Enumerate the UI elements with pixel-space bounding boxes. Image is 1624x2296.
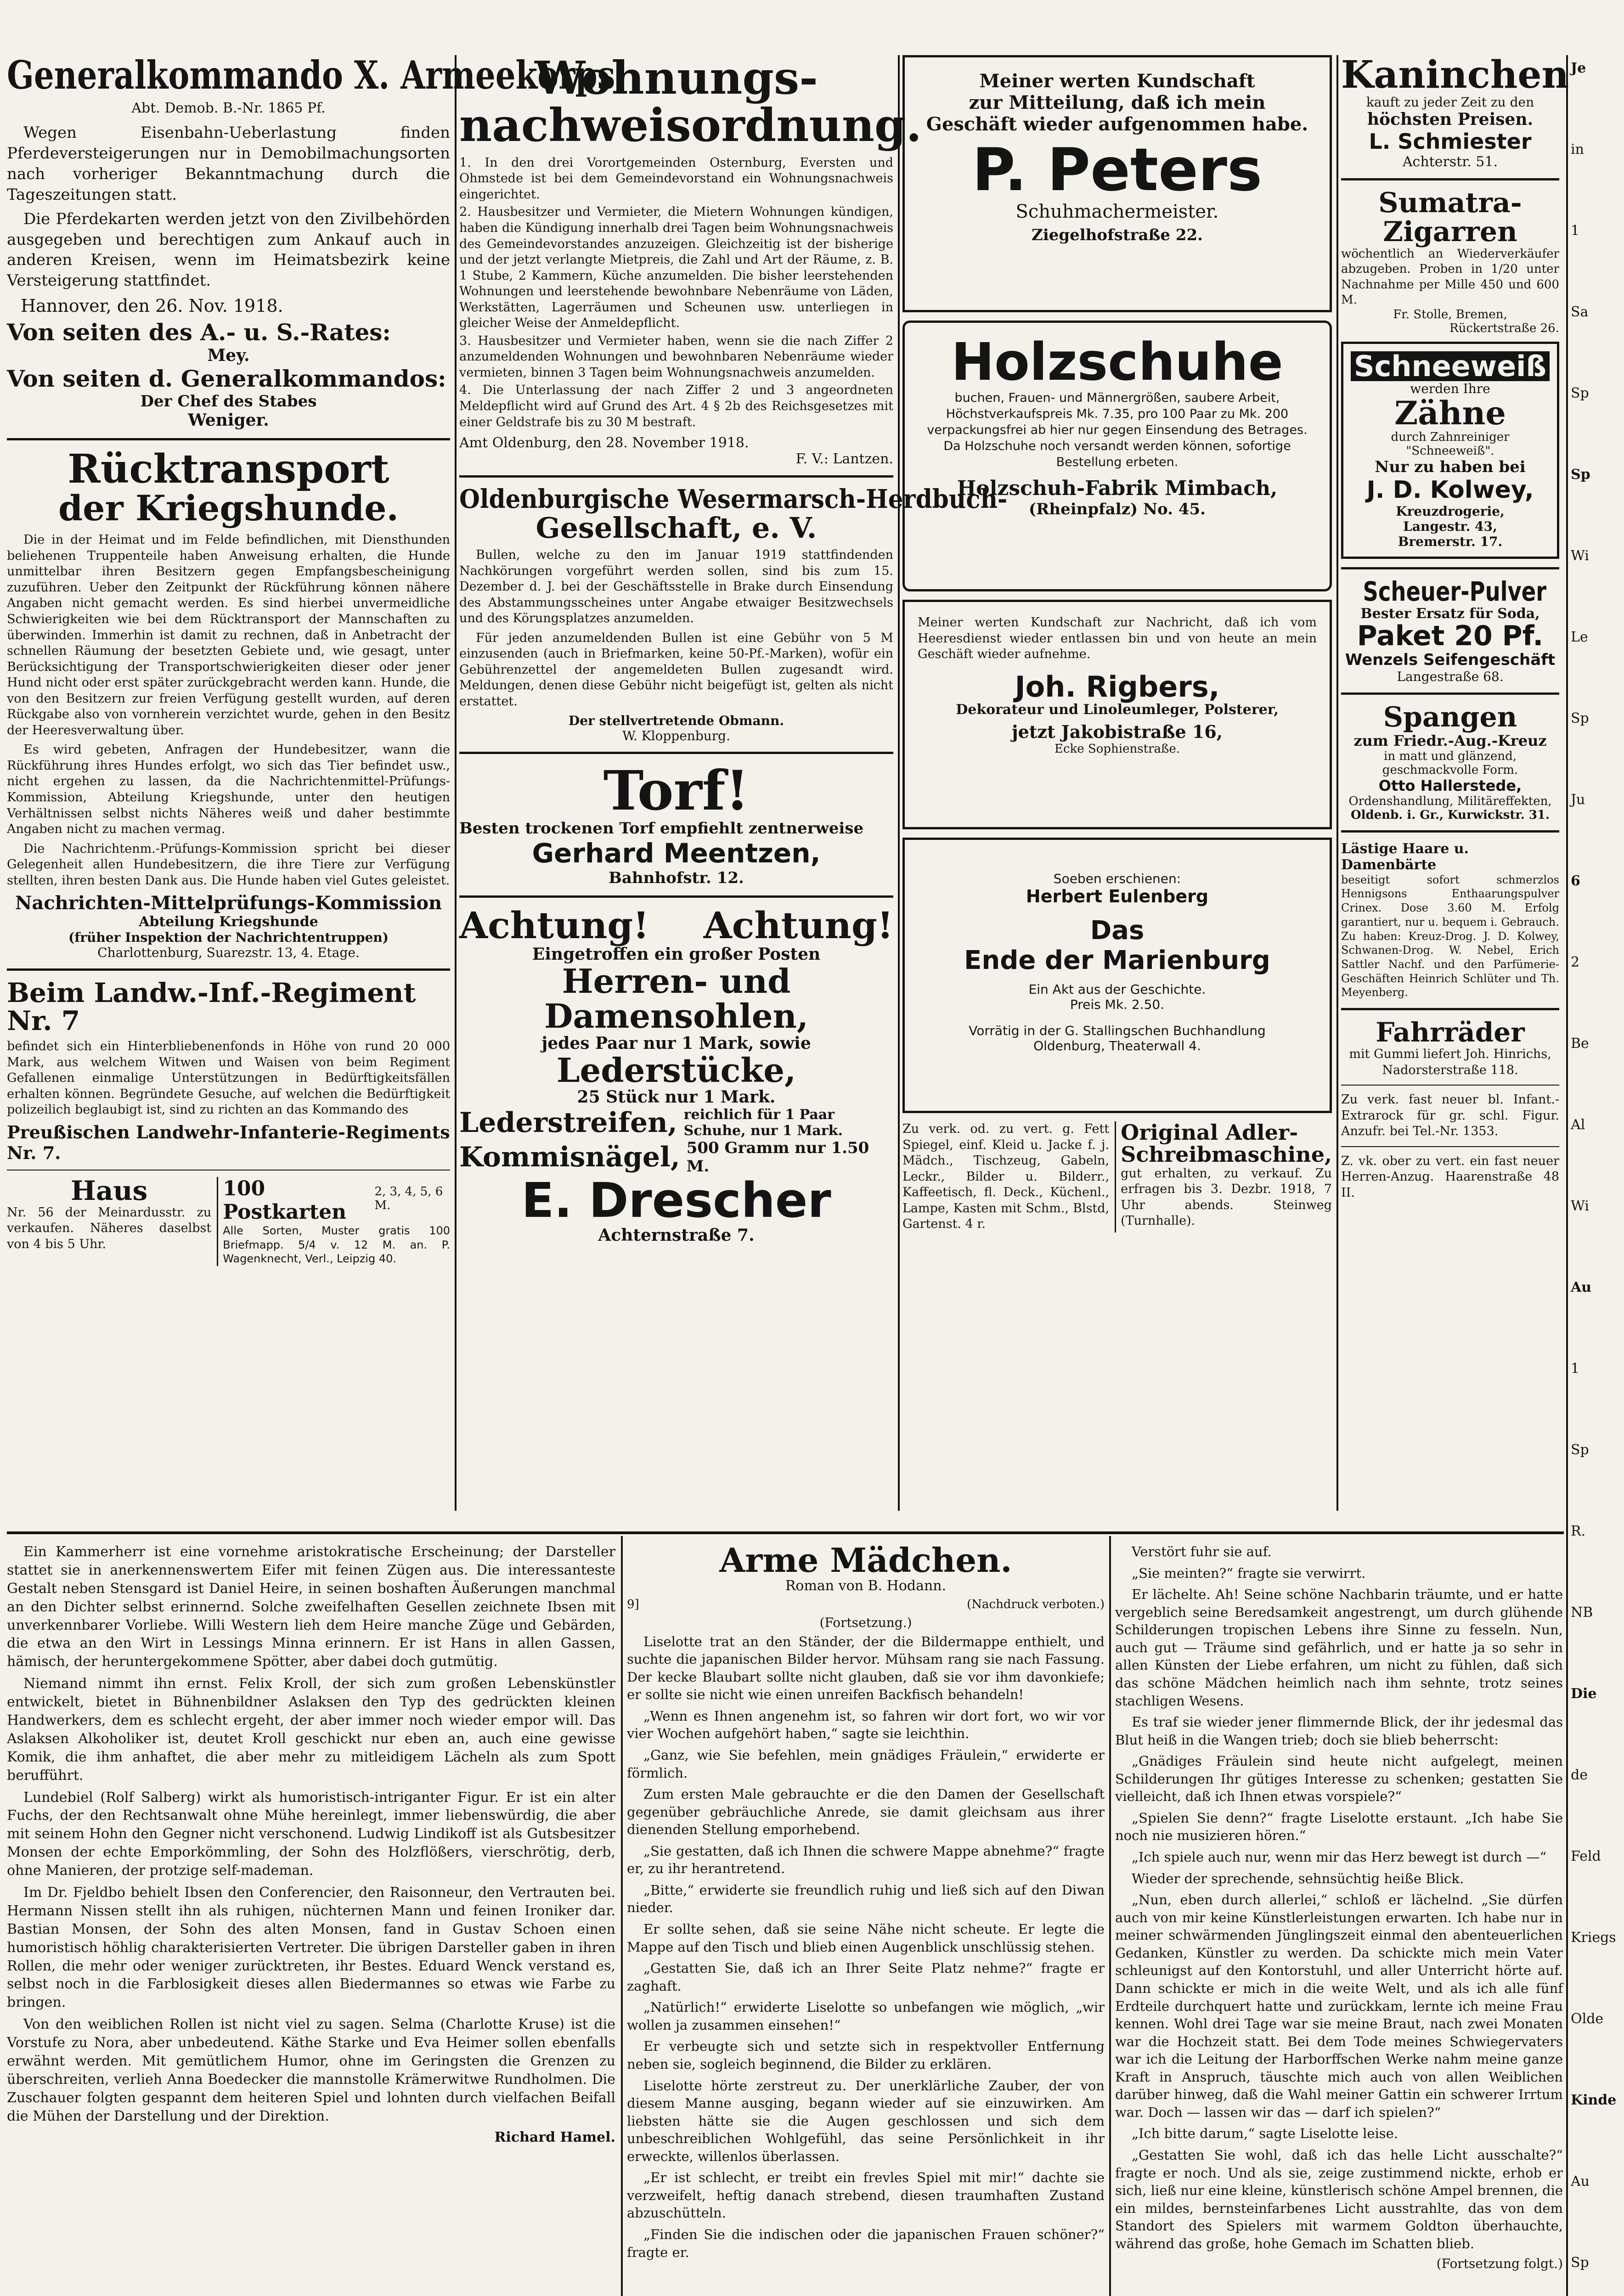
roman-paragraph: „Ich spiele auch nur, wenn mir das Herz bewegt ist durch —“ — [1132, 1849, 1547, 1865]
strip-fragment: Ju — [1571, 792, 1585, 808]
scheuer-l4: Langestraße 68. — [1397, 669, 1504, 684]
scheuer-l2: Paket 20 Pf. — [1357, 619, 1544, 652]
rigbers-intro: Meiner werten Kundschaft zur Nachricht, daß ich vom Heeresdienst wieder entlassen bin und von heute an mein Geschäft wieder aufnehme. — [918, 615, 1317, 662]
roman-paragraph: Zum ersten Male gebrauchte er die den Damen der Gesellschaft gegenüber gebräuchliche Anrede, sie damit gleichsam aus ihrer dienenden Stellung emporhebend. — [627, 1786, 1105, 1838]
spangen-name: Otto Hallerstede, — [1378, 777, 1522, 794]
holzschuhe-title: Holzschuhe — [951, 332, 1283, 392]
strip-fragments — [1571, 55, 1617, 2276]
strip-fragment: Sp — [1571, 467, 1590, 483]
kaninchen-title: Kaninchen — [1341, 53, 1569, 97]
divider — [459, 475, 893, 478]
roman-paragraph: „Wenn es Ihnen angenehm ist, so fahren wir dort fort, wo wir vor vier Wochen aufgehört haben,“ sagte sie leichthin. — [627, 1708, 1105, 1742]
generalkommando-sig1-name: Mey. — [207, 346, 250, 366]
strip-fragment: 2 — [1571, 954, 1580, 970]
peters-role: Schuhmachermeister. — [1015, 201, 1219, 223]
achtung-l7b: 500 Gramm nur 1.50 M. — [686, 1139, 869, 1176]
wohnungs-title2: nachweisordnung. — [459, 99, 922, 152]
roman-paragraph: „Gestatten Sie, daß ich an Ihrer Seite Platz nehme?“ fragte er zaghaft. — [627, 1960, 1105, 1994]
roman-paragraph: Liselotte trat an den Ständer, der die Bildermappe enthielt, und suchte die japanischen Bilder hervor. Mühsam rang sie nach Fassung. Der kecke Blaubart sollte nicht glauben, daß sie vor ihm davonkiefe; er sollte sie nicht wie einen unreifen Backfisch behandeln! — [627, 1633, 1105, 1703]
achtung-l4: Lederstücke, — [556, 1050, 796, 1090]
strip-fragment: Au — [1571, 2173, 1590, 2189]
schneeweiss-title: Schneeweiß — [1351, 351, 1550, 381]
roman-text-b — [1115, 1543, 1563, 2252]
eulenberg-t1: Das — [1090, 916, 1145, 945]
strip-fragment: Be — [1571, 1035, 1589, 1052]
review-paragraph: Von den weiblichen Rollen ist nicht viel zu sagen. Selma (Charlotte Kruse) ist die Vorstufe zu Nora, aber unbedeutend. Käthe Starke und Eva Heimer sollen ebenfalls erwähnt werden. Mit gemütlichem Humor, ohne im Geringsten die Grenzen zu überschreiten, verlieh Anna Boedecker die mannstolle Krämerwitwe Rundholmen. Die Zuschauer folgten gespannt dem heiteren Spiel und lohnten durch vielfachen Beifall die Mühen der Darstellung und der Direktion. — [7, 2016, 615, 2124]
kaninchen-l1: kauft zu jeder Zeit zu den — [1366, 95, 1534, 110]
peters-addr: Ziegelhofstraße 22. — [1032, 226, 1203, 245]
roman-paragraph: Liselotte hörte zerstreut zu. Der unerklärliche Zauber, der von diesem Manne ausging, begann wieder auf sie einzuwirken. Am liebsten hätte sie die Augen geschlossen und sich dem unbeschreiblichen Wohlgefühl, das seine Persönlichkeit in ihr erweckte, willenlos überlassen. — [627, 2077, 1105, 2164]
generalkommando-date: Hannover, den 26. Nov. 1918. — [21, 296, 283, 316]
torf-ad — [459, 759, 893, 888]
wohnungs-item-3: 3. Hausbesitzer und Vermieter haben, wenn sie die nach Ziffer 2 anzumeldenden Wohnungen und bewohnbaren Nebenräume wieder vermieten, binnen 3 Tagen beim Wohnungsnachweis anzumelden. — [459, 333, 893, 380]
divider — [1341, 830, 1559, 833]
roman-paragraph: „Sie meinten?“ fragte sie verwirrt. — [1132, 1565, 1366, 1581]
zigarren-sig: Fr. Stolle, Bremen, — [1393, 308, 1507, 322]
landw-foot: Preußischen Landwehr-Infanterie-Regiments Nr. 7. — [7, 1121, 450, 1163]
strip-fragment: in — [1571, 141, 1584, 158]
spangen-l4: Oldenb. i. Gr., Kurwickstr. 31. — [1350, 808, 1550, 822]
schneeweiss-l5: Kreuzdrogerie, — [1396, 503, 1505, 519]
roman-paragraph: „Sie gestatten, daß ich Ihnen die schwere Mappe abnehme?“ fragte er, zu ihr herantretend. — [627, 1843, 1105, 1877]
column-3 — [902, 55, 1332, 1515]
peters-l1: Meiner werten Kundschaft — [979, 70, 1255, 92]
divider — [1341, 692, 1559, 695]
extrarock-ad: Zu verk. fast neuer bl. Infant.-Extrarock für gr. schl. Figur. Anzufr. bei Tel.-Nr. 1353. — [1341, 1092, 1559, 1139]
roman-paragraph: „Ganz, wie Sie befehlen, mein gnädiges Fräulein,“ erwiderte er förmlich. — [627, 1747, 1105, 1781]
strip-fragment: Wi — [1571, 1198, 1589, 1214]
bottom-ads-row — [902, 1121, 1332, 1232]
divider — [459, 752, 893, 754]
zigarren-ad — [1341, 189, 1559, 335]
fahrraeder-ad — [1341, 1019, 1559, 1078]
roman-num: 9] — [627, 1597, 639, 1611]
generalkommando-sig2-role: Der Chef des Stabes — [140, 392, 317, 411]
schneeweiss-name: J. D. Kolwey, — [1366, 476, 1534, 504]
eulenberg-pre: Soeben erschienen: — [1053, 871, 1181, 886]
ruecktransport-title2: der Kriegshunde. — [58, 488, 399, 529]
generalkommando-body: Wegen Eisenbahn-Ueberlastung finden Pferdeversteigerungen nur in Demobilmachungsorten nach vorheriger Bekanntmachung durch die Tageszeitungen statt. — [7, 124, 450, 204]
eulenberg-sub: Ein Akt aus der Geschichte. — [1028, 982, 1206, 997]
holzschuhe-addr: (Rheinpfalz) No. 45. — [1029, 500, 1206, 519]
eulenberg-price: Preis Mk. 2.50. — [1070, 997, 1165, 1012]
roman-paragraph: Verstört fuhr sie auf. — [1132, 1544, 1272, 1559]
herdbuch-sig: Der stellvertretende Obmann. — [568, 713, 784, 729]
torf-addr: Bahnhofstr. 12. — [609, 869, 744, 888]
review-column — [7, 1543, 615, 2296]
wohnungs-notice — [459, 52, 922, 467]
schneeweiss-l3: durch Zahnreiniger "Schneeweiß". — [1391, 430, 1510, 458]
eulenberg-shop: Vorrätig in der G. Stallingschen Buchhandlung Oldenburg, Theaterwall 4. — [969, 1023, 1266, 1053]
achtung-l6b: reichlich für 1 Paar Schuhe, nur 1 Mark. — [683, 1107, 843, 1139]
achtung-l7: Kommisnägel, — [459, 1141, 680, 1173]
strip-fragment: 1 — [1571, 223, 1580, 239]
roman-text-a — [627, 1633, 1105, 2262]
peters-l3: Geschäft wieder aufgenommen habe. — [926, 113, 1308, 135]
achtung-l5: 25 Stück nur 1 Mark. — [577, 1087, 776, 1107]
scheuer-l1: Bester Ersatz für Soda, — [1360, 605, 1540, 622]
ruecktransport-notice — [7, 446, 450, 961]
roman-column-a — [627, 1543, 1105, 2296]
generalkommando-body2: Die Pferdekarten werden jetzt von den Zivilbehörden ausgegeben und berechtigen zum Ankauf auch in anderen Kreisen, wenn im Heimatsbezirk keine Versteigerung stattfindet. — [7, 209, 450, 290]
generalkommando-title: Generalkommando X. Armeekorps. — [7, 52, 626, 98]
landw-title: Beim Landw.-Inf.-Regiment Nr. 7 — [7, 977, 416, 1037]
scheuer-ad — [1341, 575, 1559, 684]
achtung-addr: Achternstraße 7. — [598, 1226, 755, 1245]
wohnungs-item-1: 1. In den drei Vorortgemeinden Osternburg, Eversten und Ohmstede ist bei dem Gemeindevorstand ein Wohnungsnachweis eingerichtet. — [459, 155, 893, 202]
roman-paragraph: Er verbeugte sich und setzte sich in respektvoller Entfernung neben sie, sogleich beginnend, die Bilder zu erklären. — [627, 2038, 1105, 2072]
roman-paragraph: „Er ist schlecht, er treibt ein frevles Spiel mit mir!“ dachte sie verzweifelt, heftig danach strebend, diesen traumhaften Zustand abzuschütteln. — [627, 2170, 1105, 2221]
strip-fragment: Au — [1571, 1279, 1592, 1295]
generalkommando-notice — [7, 52, 626, 430]
zigarren-title2: Zigarren — [1383, 216, 1517, 248]
strip-fragment: 1 — [1571, 1361, 1580, 1377]
divider — [7, 438, 450, 440]
haare-body: beseitigt sofort schmerzlos Hennigsons Enthaarungspulver Crinex. Dose 3.60 M. Erfolg garantiert, nur u. bequem i. Gebrauch. Zu haben: Kreuz-Drog. J. D. Kolwey, Schwanen-Drog. W. Nebel, Erich Sattler Nachf. und den Parfümerie-Geschäften Heinrich Schlüter und Th. Meyenberg. — [1341, 873, 1559, 999]
strip-fragment: Sp — [1571, 710, 1589, 726]
herdbuch-body2: Für jeden anzumeldenden Bullen ist eine Gebühr von 5 M einzusenden (auch in Briefmarken, keine 50-Pf.-Marken), wofür ein Gebührenzettel der angemeldeten Bullen zugesandt wird. Meldungen, denen diese Gebühr nicht beigefügt ist, gelten als nicht erstattet. — [459, 630, 893, 709]
rigbers-ad — [902, 600, 1332, 829]
strip-fragment: Sp — [1571, 385, 1589, 401]
divider — [1341, 1085, 1559, 1086]
review-paragraph: Niemand nimmt ihn ernst. Felix Kroll, der sich zum großen Lebenskünstler entwickelt, bietet in Bühnenbildner Aslaksen den Typ des gedrückten kleinen Handwerkers, dem es schlecht ergeht, der aber immer noch wieder empor will. Das Aslaksen Alkoholiker ist, deutet Kroll geschickt nur eben an, auch eine gewisse Komik, die ihm anhaftet, die aber mehr zu mitleidigem Lächeln als zum Spott berufführt. — [7, 1676, 615, 1784]
column-rule — [1566, 55, 1568, 2296]
postkarten-title: 100 Postkarten — [223, 1176, 347, 1224]
haare-ad — [1341, 841, 1559, 1000]
wohnungs-item-4: 4. Die Unterlassung der nach Ziffer 2 und 3 angeordneten Meldepflicht wird auf Grund des Art. 4 § 2b des Reichsgesetzes mit einer Geldstrafe bis zu 30 M bestraft. — [459, 383, 893, 429]
herdbuch-title2: Gesellschaft, e. V. — [536, 511, 817, 545]
schneeweiss-l2: Zähne — [1394, 394, 1506, 433]
column-rule — [898, 55, 900, 1511]
achtung-l6: Lederstreifen, — [459, 1106, 677, 1139]
peters-ad — [902, 55, 1332, 312]
roman-author: Roman von B. Hodann. — [785, 1577, 947, 1594]
roman-paragraph: Wieder der sprechende, sehnsüchtig heiße Blick. — [1132, 1870, 1464, 1886]
roman-paragraph: Es traf sie wieder jener flimmernde Blick, der ihr jedesmal das Blut heiß in die Wangen trieb; doch sie blieb beherrscht: — [1115, 1714, 1563, 1748]
strip-fragment: Kriegs — [1571, 1930, 1616, 1946]
roman-paragraph: „Gnädiges Fräulein sind heute nicht aufgelegt, meinen Schilderungen Ihr gütiges Interesse zu schenken; gestatten Sie vielleicht, daß ich Ihnen etwas vorspiele?“ — [1115, 1753, 1563, 1805]
review-paragraph: Im Dr. Fjeldbo behielt Ibsen den Conferencier, den Raisonneur, den Vertrauten bei. Hermann Nissen stellt ihn als ruhigen, nüchternen Mann und feinen Ironiker dar. Bastian Monsen, der Sohn des alten Monsen, fand in Gustav Schoen einen humoristisch höhlig charakterisierten Vertreter. Die übrigen Darsteller gaben in ihren Rollen, die mehr oder weniger zurücktreten, ihr Bestes. Eduard Wenck verstand es, selbst noch in die Farblosigkeit dieses allen Biedermannes so etwas wie Farbe zu bringen. — [7, 1885, 615, 2011]
eulenberg-author: Herbert Eulenberg — [1026, 886, 1209, 906]
scheuer-l3: Wenzels Seifengeschäft — [1345, 650, 1556, 669]
spangen-l3: Ordenshandlung, Militäreffekten, — [1348, 794, 1552, 808]
small-ads-row — [7, 1177, 450, 1266]
holzschuhe-body: buchen, Frauen- und Männergrößen, saubere Arbeit, Höchstverkaufspreis Mk. 7.35, pro 100 Paar zu Mk. 200 verpackungsfrei ab hier nur gegen Einsendung des Betrages. Da Holzschuhe noch versandt werden können, sofortige Bestellung erbeten. — [927, 390, 1308, 469]
torf-title: Torf! — [603, 759, 750, 823]
ruecktransport-sig4: Charlottenburg, Suarezstr. 13, 4. Etage. — [97, 945, 360, 961]
strip-fragment: Sp — [1571, 2255, 1589, 2271]
rigbers-name: Joh. Rigbers, — [1015, 670, 1220, 703]
postkarten-body: Alle Sorten, Muster gratis 100 Briefmapp. 5/4 v. 12 M. an. P. Wagenknecht, Verl., Leipzig 40. — [223, 1224, 450, 1266]
herrenanzug-ad: Z. vk. ober zu vert. ein fast neuer Herren-Anzug. Haarenstraße 48 II. — [1341, 1154, 1559, 1200]
strip-fragment: NB — [1571, 1604, 1593, 1621]
column-rule — [455, 55, 457, 1511]
herdbuch-title1: Oldenburgische Wesermarsch-Herdbuch- — [459, 484, 1008, 515]
adler-body: gut erhalten, zu verkauf. Zu erfragen bis 3. Dezbr. 1918, 7 Uhr abends. Steinweg (Turnhalle). — [1121, 1166, 1332, 1228]
herdbuch-sig2: W. Kloppenburg. — [622, 728, 731, 744]
ruecktransport-body: Die in der Heimat und im Felde befindlichen, mit Diensthunden beliehenen Truppenteile haben Anweisung erhalten, die Hunde unmittelbar ihren Besitzern gegen Empfangsbescheinigung zuzuführen. Ueber den Zeitpunkt der Rückführung können nähere Angaben nicht gemacht werden. Es sind hierbei unvermeidliche Schwierigkeiten wie bei dem Rücktransport der Mannschaften zu überwinden. Immerhin ist damit zu rechnen, daß in Anbetracht der schnellen Räumung der besetzten Gebiete und, wie gesagt, unter Berücksichtigung der Transportschwierigkeiten dieser oder jener Hund nicht oder erst später zurückgebracht werden kann. Hunde, die von den Besitzern zur freien Verfügung gestellt wurden, auf deren Rückgabe also von vornherein verzichtet wurde, gehen in den Besitz der Heeresverwaltung über. — [7, 533, 450, 737]
strip-fragment: R. — [1571, 1523, 1586, 1539]
roman-paragraph: „Spielen Sie denn?“ fragte Liselotte erstaunt. „Ich habe Sie noch nie musizieren hören.“ — [1115, 1810, 1563, 1844]
scheuer-title: Scheuer-Pulver — [1363, 575, 1547, 607]
kaninchen-l2: höchsten Preisen. — [1367, 110, 1534, 129]
wohnungs-item-2: 2. Hausbesitzer und Vermieter, die Mietern Wohnungen kündigen, haben die Kündigung innerhalb drei Tagen beim Wohnungsnachweis des Gemeindevorstandes anzuzeigen. Gleichzeitig ist der bisherige und der jetzt verlangte Mietpreis, die Zahl und Art der Räume, z. B. 1 Stube, 2 Kammern, Küche anzumelden. Die bisher leerstehenden Wohnungen und leerstehende bewohnbare Nebenräume von Läden, Werkstätten, Lagerräumen und Scheunen usw. unterliegen in gleicher Weise der Anmeldepflicht. — [459, 205, 893, 331]
roman-paragraph: „Gestatten Sie wohl, daß ich das helle Licht ausschalte?“ fragte er noch. Und als sie, zeige zustimmend nickte, erhob er sich, ließ nur eine kleine, künstlerisch schöne Ampel brennen, die ein mildes, bernsteinfarbenes Licht ausstrahlte, das von dem Standort des Spielers mit warmem Goldton überhauchte, während das große, hohe Gemach im Schatten blieb. — [1115, 2147, 1563, 2251]
eulenberg-t2: Ende der Marienburg — [964, 945, 1270, 975]
wohnungs-date: Amt Oldenburg, den 28. November 1918. — [459, 435, 749, 451]
ruecktransport-title1: Rücktransport — [68, 446, 389, 493]
divider — [1341, 1008, 1559, 1010]
peters-name: P. Peters — [972, 136, 1263, 204]
achtung-l3: jedes Paar nur 1 Mark, sowie — [541, 1033, 811, 1053]
haus-title: Haus — [71, 1175, 148, 1206]
roman-paragraph: „Finden Sie die indischen oder die japanischen Frauen schöner?“ fragte er. — [627, 2227, 1105, 2260]
kaninchen-ad — [1341, 53, 1569, 170]
schneeweiss-ad — [1341, 342, 1559, 559]
generalkommando-sig1-head: Von seiten des A.- u. S.-Rates: — [7, 319, 391, 346]
peters-l2: zur Mitteilung, daß ich mein — [969, 92, 1266, 113]
review-paragraph: Lundebiel (Rolf Salberg) wirkt als humoristisch-intriganter Figur. Er ist ein alter Fuchs, der den Rechtsanwalt ohne Mühe hereinlegt, immer liebenswürdig, die aber mit seinem Hohn den Gegner nicht verschonend. Ludwig Lindikoff ist als Gutsbesitzer Monsen der echte Emporkömmling, der Sohn des Holzflößers, vierschrötig, derb, ohne Manieren, der protzige self-mademan. — [7, 1789, 615, 1879]
herdbuch-notice — [459, 484, 1008, 744]
ruecktransport-body2: Es wird gebeten, Anfragen der Hundebesitzer, wann die Rückführung ihres Hundes erfolgt, wo sich das Tier befindet usw., nicht ergehen zu lassen, da die Nachrichtenmittel-Prüfungs-Kommission, Abteilung Kriegshunde, unter den heutigen Verhältnissen selbst nichts Näheres weiß und daher bestimmte Angaben nicht zu machen vermag. — [7, 743, 450, 837]
divider — [1341, 1146, 1559, 1147]
divider — [459, 895, 893, 898]
achtung-b: Achtung! — [703, 904, 893, 947]
column-rule — [621, 1536, 623, 2296]
ruecktransport-sig: Nachrichten-Mittelprüfungs-Kommission — [15, 892, 442, 914]
achtung-name: E. Drescher — [521, 1172, 831, 1229]
divider — [1341, 178, 1559, 180]
holzschuhe-firm: Holzschuh-Fabrik Mimbach, — [957, 477, 1278, 501]
review-text — [7, 1543, 615, 2126]
achtung-ad — [459, 906, 893, 1245]
roman-column-b — [1115, 1543, 1563, 2296]
schneeweiss-l7: Bremerstr. 17. — [1398, 534, 1503, 549]
achtung-l1: Eingetroffen ein großer Posten — [532, 945, 821, 964]
fahrraeder-body: mit Gummi liefert Joh. Hinrichs, Nadorsterstraße 118. — [1349, 1047, 1551, 1077]
haus-ad — [7, 1177, 211, 1266]
landw-body: befindet sich ein Hinterbliebenenfonds in Höhe von rund 20 000 Mark, aus welchem Witwen und Waisen von beim Regiment Gefallenen einmalige Unterstützungen in Bedürftigkeitsfällen erhalten können. Begründete Gesuche, auf welchen die Bedürftigkeit polizeilich beglaubigt ist, sind zu richten an das Kommando des — [7, 1039, 450, 1117]
rigbers-addr: jetzt Jakobistraße 16, — [1011, 721, 1223, 742]
roman-cont: (Fortsetzung.) — [819, 1615, 912, 1630]
generalkommando-sig2-head: Von seiten d. Generalkommandos: — [7, 365, 446, 393]
zigarren-title1: Sumatra- — [1378, 187, 1522, 219]
spangen-ad — [1341, 703, 1559, 822]
rigbers-role: Dekorateur und Linoleumleger, Polsterer, — [956, 701, 1279, 718]
wohnungs-title1: Wohnungs- — [535, 52, 818, 105]
postkarten-prices: 2, 3, 4, 5, 6 M. — [374, 1184, 443, 1212]
ruecktransport-sig2: Abteilung Kriegshunde — [139, 914, 318, 930]
kaninchen-name: L. Schmiester — [1369, 129, 1532, 154]
strip-fragment: de — [1571, 1767, 1588, 1783]
landw-notice — [7, 979, 450, 1163]
strip-fragment: Olde — [1571, 2011, 1604, 2027]
ruecktransport-body3: Die Nachrichtenm.-Prüfungs-Kommission spricht bei dieser Gelegenheit allen Hundebesitzern, die ihre Tiere zur Verfügung stellten, ihren besten Dank aus. Die Hunde haben viel Gutes geleistet. — [7, 841, 450, 888]
haare-title: Lästige Haare u. Damenbärte — [1341, 840, 1469, 873]
spangen-title: Spangen — [1383, 701, 1517, 733]
roman-paragraph: „Ich bitte darum,“ sagte Liselotte leise. — [1132, 2126, 1398, 2142]
strip-fragment: Wi — [1571, 548, 1589, 564]
review-paragraph: Ein Kammerherr ist eine vornehme aristokratische Erscheinung; der Darsteller stattet sie in anerkennenswertem Eifer mit feinen Zügen aus. Die interessanteste Gestalt neben Stensgard ist Daniel Heire, in seinen boshaften Äußerungen manchmal an den Dichter selbst erinnernd. Solche zweifelhaften Gesellen zeichnete Ibsen mit unverkennbarer Vorliebe. Willi Western lieh dem Heire manche Züge und Gebärden, die etwa an den Wirt in Lessings Minna erinnern. Er ist Hans in allen Gassen, hämisch, der heruntergekommene Spötter, aber dabei doch gutmütig. — [7, 1544, 615, 1670]
strip-fragment: Je — [1571, 60, 1586, 76]
rigbers-addr2: Ecke Sophienstraße. — [1054, 742, 1180, 756]
roman-paragraph: Er sollte sehen, daß sie seine Nähe nicht scheute. Er legte die Mappe auf den Tisch und blieb einen Augenblick unschlüssig stehen. — [627, 1921, 1105, 1955]
roman-paragraph: „Natürlich!“ erwiderte Liselotte so unbefangen wie möglich, „wir wollen ja zusammen einsehen!“ — [627, 1999, 1105, 2033]
ruecktransport-sig3: (früher Inspektion der Nachrichtentruppen) — [68, 930, 389, 945]
eulenberg-ad — [902, 838, 1332, 1113]
roman-paragraph: „Nun, eben durch allerlei,“ schloß er lächelnd. „Sie dürfen auch von mir keine Künstlerleistungen erwarten. Ich habe nur in meiner schwärmenden Jünglingszeit einmal den abenteuerlichen Gedanken, Künstler zu werden. Da schickte mich mein Vater schleunigst auf den Kontorstuhl, und aller Unterricht hörte auf. Dann schickte er mich in die weite Welt, und als ich alle fünf Erdteile durchquert hatte und zurückkam, lernte ich meine Frau kennen. Wohl drei Tage war sie meine Braut, nach zwei Monaten war die Hochzeit statt. Bei dem Tode meines Schwiegervaters war ich die Leitung der Harborffschen Werke nahm meine ganze Kraft in Anspruch, täuschte mich auch von allen Weiblichen darüber hinweg, daß die Wahl meiner Gattin ein schwerer Irrtum war. Doch — lassen wir das — darf ich spielen?“ — [1115, 1892, 1563, 2120]
achtung-l2: Herren- und Damensohlen, — [544, 962, 808, 1035]
roman-title: Arme Mädchen. — [719, 1541, 1012, 1580]
strip-fragment: 6 — [1571, 873, 1580, 889]
schneeweiss-l6: Langestr. 43, — [1403, 518, 1497, 534]
strip-fragment: Al — [1571, 1117, 1585, 1133]
wohnungs-sig: F. V.: Lantzen. — [795, 451, 893, 467]
strip-fragment: Kinde — [1571, 2092, 1617, 2108]
roman-paragraph: „Bitte,“ erwiderte sie freundlich ruhig und ließ sich auf den Diwan nieder. — [627, 1882, 1105, 1916]
divider — [7, 1170, 450, 1171]
strip-fragment: Feld — [1571, 1848, 1601, 1864]
column-rule — [1109, 1536, 1111, 2296]
herdbuch-body: Bullen, welche zu den im Januar 1919 stattfindenden Nachkörungen vorgeführt werden sollen, sind bis zum 15. Dezember d. J. bei der Geschäftsstelle in Brake durch Einsendung des Abstammungsscheines unter Angabe etwaiger Besitzwechsels und des Körungsplatzes anzumelden. — [459, 547, 893, 626]
divider — [7, 968, 450, 971]
right-edge-strip — [1571, 55, 1617, 2296]
feuilleton-rule — [7, 1531, 1564, 1534]
torf-name: Gerhard Meentzen, — [532, 838, 821, 869]
column-4 — [1341, 53, 1569, 1515]
roman-rights: (Nachdruck verboten.) — [967, 1597, 1105, 1611]
adler-ad — [1115, 1121, 1332, 1232]
roman-paragraph: Er lächelte. Ah! Seine schöne Nachbarin träumte, und er hatte vergeblich seine Beredsamkeit angestrengt, um durch glühende Schilderungen tropischen Lebens ihre Sinne zu fesseln. Nun, auch gut — Träume sind gefährlich, und er hatte ja so sehr in allen Künsten der Liebe erfahren, um nicht zu fühlen, daß sich das schöne Mädchen heimlich nach ihm sehnte, trotz seines stachligen Wesens. — [1115, 1587, 1563, 1709]
strip-fragment: Le — [1571, 629, 1588, 645]
schneeweiss-l4: Nur zu haben bei — [1375, 457, 1526, 476]
spiegel-ad: Zu verk. od. zu vert. g. Fett Spiegel, einf. Kleid u. Jacke f. j. Mädch., Tischzeug, Gabeln, Leckr., Bilder u. Bilderr., Kaffeetisch, fl. Deck., Küchenl., Lampe, Kasten mit Schm., Blstd, Gartenst. 4 r. — [902, 1122, 1110, 1232]
holzschuhe-ad — [902, 321, 1332, 591]
fahrraeder-title: Fahrräder — [1376, 1017, 1525, 1048]
adler-title: Original Adler-Schreibmaschine, — [1121, 1120, 1332, 1167]
torf-sub: Besten trockenen Torf empfiehlt zentnerweise — [459, 819, 864, 838]
generalkommando-sig2-name: Weniger. — [188, 411, 269, 430]
zigarren-addr: Rückertstraße 26. — [1449, 321, 1559, 336]
strip-fragment: Sa — [1571, 304, 1589, 320]
achtung-a: Achtung! — [459, 904, 649, 947]
kaninchen-addr: Achterstr. 51. — [1402, 154, 1498, 170]
postkarten-ad — [217, 1177, 450, 1266]
strip-fragment: Sp — [1571, 1442, 1589, 1458]
zigarren-body: wöchentlich an Wiederverkäufer abzugeben. Proben in 1/20 unter Nachnahme per Mille 450 und 600 M. — [1341, 247, 1559, 307]
divider — [1341, 567, 1559, 569]
column-rule — [1336, 55, 1338, 1511]
spangen-l1: zum Friedr.-Aug.-Kreuz — [1353, 732, 1547, 749]
schneeweiss-l1: werden Ihre — [1410, 381, 1490, 397]
review-sig: Richard Hamel. — [494, 2129, 615, 2145]
spangen-l2: in matt und glänzend, geschmackvolle Form. — [1382, 749, 1518, 777]
generalkommando-ref: Abt. Demob. B.-Nr. 1865 Pf. — [131, 100, 326, 117]
haus-body: Nr. 56 der Meinardusstr. zu verkaufen. Näheres daselbst von 4 bis 5 Uhr. — [7, 1205, 212, 1251]
roman-footnote: (Fortsetzung folgt.) — [1436, 2256, 1563, 2272]
strip-fragment: Die — [1571, 1686, 1597, 1702]
